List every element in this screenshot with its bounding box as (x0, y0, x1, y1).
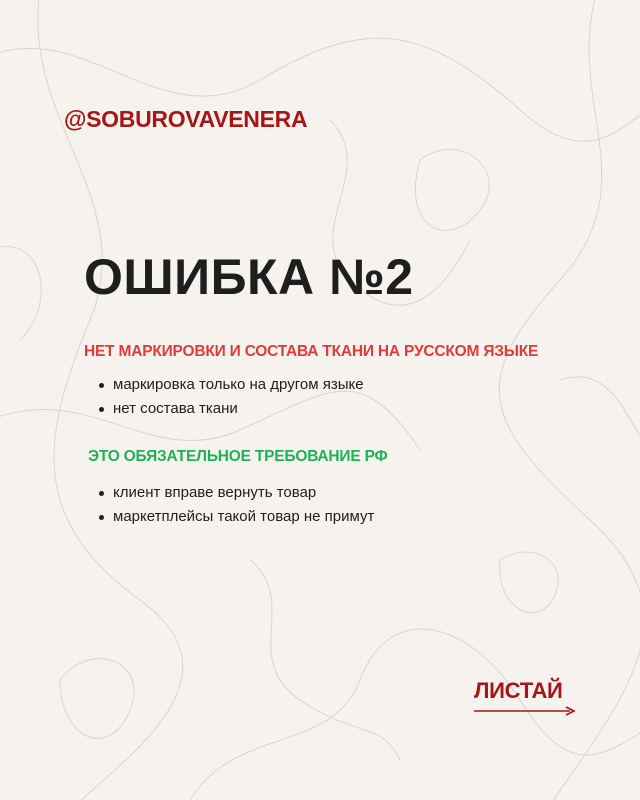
list-item: маркетплейсы такой товар не примут (97, 505, 374, 529)
problem-list (97, 373, 364, 421)
requirement-heading: ЭТО ОБЯЗАТЕЛЬНОЕ ТРЕБОВАНИЕ РФ (88, 448, 388, 465)
page-title: ОШИБКА №2 (84, 249, 414, 305)
list-item: клиент вправе вернуть товар (97, 481, 374, 505)
list-item: маркировка только на другом языке (97, 373, 364, 397)
problem-heading: НЕТ МАРКИРОВКИ И СОСТАВА ТКАНИ НА РУССКОМ ЯЗЫКЕ (84, 343, 539, 360)
consequence-list (97, 481, 374, 529)
arrow-right-icon (474, 706, 576, 716)
author-handle: @SOBUROVAVENERA (64, 106, 308, 132)
list-item: нет состава ткани (97, 397, 364, 421)
swipe-label: ЛИСТАЙ (474, 678, 563, 703)
swipe-hint[interactable] (474, 678, 576, 716)
